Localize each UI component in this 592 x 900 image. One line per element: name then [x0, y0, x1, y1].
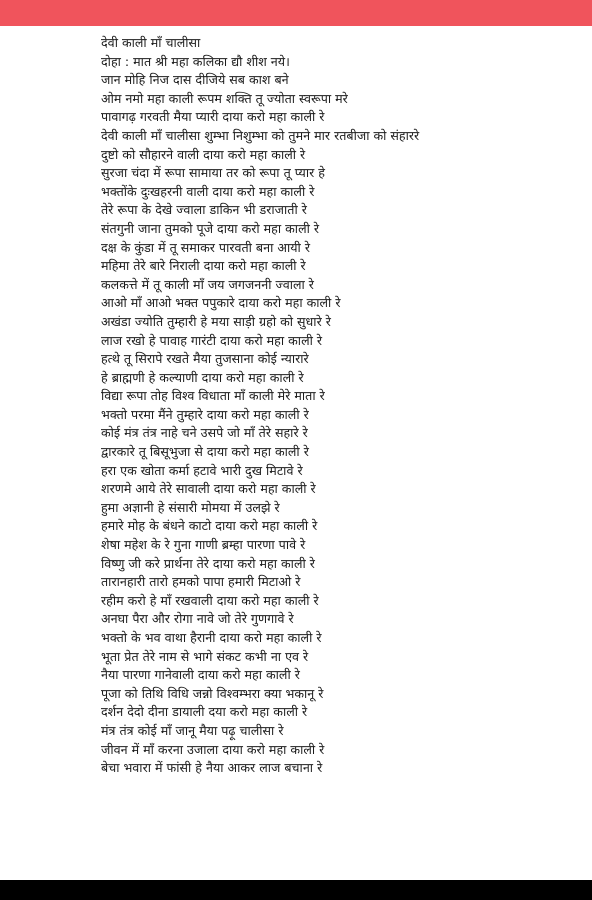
text-line: पूजा को तिथि विधि जन्नो विश्वम्भरा क्या भकानू रे: [101, 685, 324, 701]
text-line: कलकत्ते में तू काली माँ जय जगजननी ज्वाला रे: [101, 276, 314, 292]
text-line: अनघा पैरा और रोगा नावे जो तेरे गुणगावे रे: [101, 611, 294, 627]
text-line: संतगुनी जाना तुमको पूजे दाया करो महा काली रे: [101, 220, 320, 236]
chalisa-text-block: [101, 34, 586, 880]
text-line: आओ माँ आओ भक्त पपुकारे दाया करो महा काली रे: [101, 295, 341, 311]
text-line: महिमा तेरे बारे निराली दाया करो महा काली रे: [101, 258, 306, 274]
document-title: देवी काली माँ चालीसा: [101, 35, 201, 50]
top-accent-bar: [0, 0, 592, 26]
text-line: दर्शन देदो दीना डायाली दया करो महा काली रे: [101, 704, 308, 720]
text-line: भूता प्रेत तेरे नाम से भागे संकट कभी ना एव रे: [101, 648, 309, 664]
text-line: जीवन में माँ करना उजाला दाया करो महा काली रे: [101, 741, 325, 757]
text-line: हमारे मोह के बंधने काटो दाया करो महा काली रे: [101, 518, 318, 534]
text-line: द्वारकारे तू बिसूभुजा से दाया करो महा काली रे: [101, 444, 309, 460]
text-line: विद्या रूपा तोह विश्व विधाता माँ काली मेरे माता रे: [101, 388, 325, 404]
text-line: विष्णु जी करे प्रार्थना तेरे दाया करो महा काली रे: [101, 555, 315, 571]
text-line: सुरजा चंदा में रूपा सामाया तर को रूपा तू प्यार हे: [101, 165, 325, 181]
text-line: शरणमे आये तेरे सावाली दाया करो महा काली रे: [101, 481, 316, 497]
text-line: नैया पारणा गानेवाली दाया करो महा काली रे: [101, 667, 300, 683]
text-line: ओम नमो महा काली रूपम शक्ति तू ज्योता स्वरूपा मरे: [101, 90, 348, 106]
text-line: दोहा : मात श्री महा कलिका द्यौ शीश नये।: [101, 53, 290, 69]
text-line: तेरे रूपा के देखे ज्वाला डाकिन भी डराजाती रे: [101, 202, 307, 218]
text-line: दुष्टो को सौहारने वाली दाया करो महा काली रे: [101, 146, 306, 162]
bottom-bar: [0, 880, 592, 900]
text-line: हत्थे तू सिरापे रखते मैया तुजसाना कोई न्यारारे: [101, 351, 309, 367]
text-line: रहीम करो हे माँ रखवाली दाया करो महा काली रे: [101, 592, 319, 608]
text-line: हे ब्राह्मणी हे कल्याणी दाया करो महा काली रे: [101, 369, 304, 385]
text-line: लाज रखो हे पावाह गारंटी दाया करो महा काली रे: [101, 332, 323, 348]
text-line: दक्ष के कुंडा में तू समाकर पारवती बना आयी रे: [101, 239, 310, 255]
text-line: हरा एक खोता कर्मा हटावे भारी दुख मिटावे रे: [101, 462, 303, 478]
text-line: बेचा भवारा में फांसी हे नैया आकर लाज बचाना रे: [101, 760, 323, 776]
text-line: शेषा महेश के रे गुना गाणी ब्रम्हा पारणा पावे रे: [101, 537, 306, 553]
text-line: जान मोहि निज दास दीजिये सब काश बने: [101, 72, 289, 88]
text-line: अखंडा ज्योति तुम्हारी हे मया साड़ी ग्रहो को सुधारे रे: [101, 313, 331, 329]
text-line: हुमा अज्ञानी हे संसारी मोमया में उलझे रे: [101, 499, 280, 515]
text-line: भक्तो परमा मैंने तुम्हारे दाया करो महा काली रे: [101, 406, 309, 422]
text-line: तारानहारी तारो हमको पापा हमारी मिटाओ रे: [101, 574, 301, 590]
text-line: कोई मंत्र तंत्र नाहे चने उसपे जो माँ तेरे सहारे रे: [101, 425, 308, 441]
text-line: मंत्र तंत्र कोई माँ जानू मैया पढ़ू चालीसा रे: [101, 722, 284, 738]
text-line: पावागढ़ गरवती मैया प्यारी दाया करो महा काली रे: [101, 109, 325, 125]
text-line: भक्तो के भव वाथा हैरानी दाया करो महा काली रे: [101, 630, 322, 645]
text-line: भक्तोंके दुःखहरनी वाली दाया करो महा काली रे: [101, 183, 315, 199]
text-line: देवी काली माँ चालीसा शुम्भा निशुम्भा को तुमने मार रतबीजा को संहाररे: [101, 127, 420, 143]
